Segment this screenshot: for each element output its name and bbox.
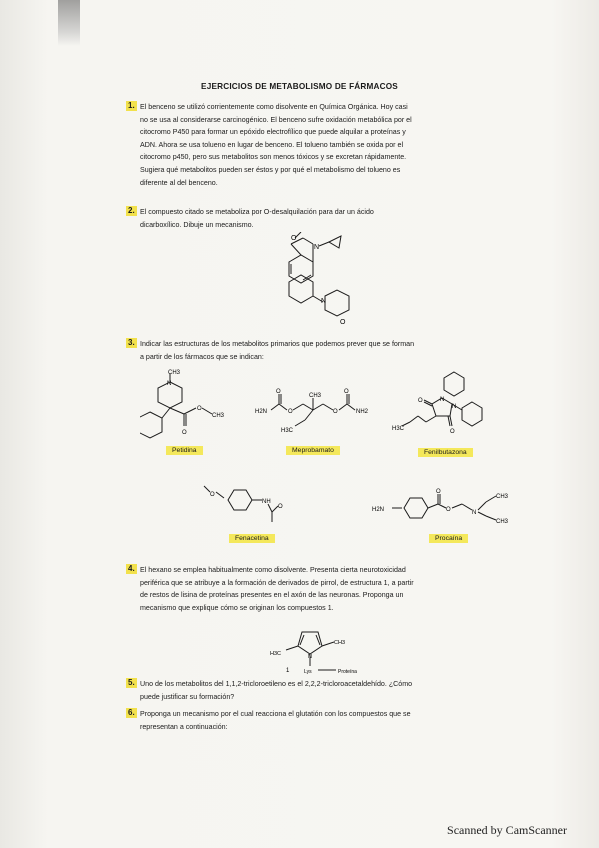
- svg-text:H3C: H3C: [270, 651, 282, 657]
- q2-structure: [255, 232, 365, 332]
- drug-label-procaina: Procaína: [429, 534, 468, 543]
- svg-text:O: O: [436, 489, 441, 495]
- svg-text:H2N: H2N: [372, 507, 385, 513]
- svg-text:N: N: [167, 381, 172, 387]
- question-text: El hexano se emplea habitualmente como disolvente. Presenta cierta neurotoxicidad periférica que se atribuye a la formación de derivados de pirrol, de estructura 1, a partir de restos de lisina de proteínas presentes en el axón de las neuronas. Proponga un mecanismo que explique cómo se originan los compuestos 1.: [140, 566, 414, 612]
- question-number: 2.: [128, 206, 135, 215]
- fenacetina-structure: [196, 478, 306, 528]
- scan-edge-shadow: [58, 0, 80, 46]
- question-text: Proponga un mecanismo por el cual reacciona el glutatión con los compuestos que se representan a continuación:: [140, 710, 411, 731]
- question-number: 5.: [128, 678, 135, 687]
- pyrrole-structure-1: [262, 622, 372, 680]
- svg-text:O: O: [450, 429, 455, 435]
- svg-text:O: O: [210, 492, 215, 498]
- svg-text:CH3: CH3: [496, 494, 509, 500]
- svg-text:O: O: [288, 409, 293, 415]
- svg-text:O: O: [197, 406, 202, 412]
- svg-text:Lys: Lys: [304, 669, 312, 675]
- question-number: 3.: [128, 338, 135, 347]
- drug-label-petidina: Petidina: [166, 446, 203, 455]
- svg-text:CH3: CH3: [309, 393, 322, 399]
- question-text: El benceno se utilizó corrientemente como disolvente en Química Orgánica. Hoy casi no se usa al considerarse carcinogénico. El benceno sufre oxidación metabólica por el citocromo P450 para formar un epóxido electrofílico que puede alquilar a proteínas y ADN. Ahora se usa tolueno en lugar de benceno. El tolueno también se oxida por el citocromo p450, pero sus metabolitos son menos tóxicos y se excretan rápidamente. Sugiera qué metabolitos pueden ser éstos y por qué el metabolismo del tolueno es diferente al del benceno.: [140, 103, 412, 187]
- question-text: El compuesto citado se metaboliza por O-desalquilación para dar un ácido dicarboxílico. Dibuje un mecanismo.: [140, 208, 374, 229]
- svg-text:NH2: NH2: [356, 409, 369, 415]
- svg-text:O: O: [340, 319, 346, 326]
- scanner-watermark: Scanned by CamScanner: [447, 823, 567, 837]
- svg-text:NH: NH: [262, 499, 271, 505]
- drug-label-fenilbutazona: Fenilbutazona: [418, 448, 473, 457]
- svg-text:H3C: H3C: [281, 428, 294, 434]
- svg-text:N: N: [308, 654, 312, 660]
- svg-text:O: O: [291, 235, 297, 242]
- meprobamato-structure: [255, 380, 385, 445]
- svg-text:N: N: [314, 244, 320, 251]
- svg-text:CH3: CH3: [212, 413, 225, 419]
- petidina-structure: [140, 368, 230, 448]
- svg-text:CH3: CH3: [168, 370, 181, 376]
- svg-text:O: O: [333, 409, 338, 415]
- svg-text:H2N: H2N: [255, 409, 268, 415]
- svg-text:N: N: [452, 404, 457, 410]
- svg-text:N: N: [440, 397, 445, 403]
- svg-text:O: O: [344, 389, 349, 395]
- question-text: Indicar las estructuras de los metabolitos primarios que podemos prever que se forman a partir de los fármacos que se indican:: [140, 340, 415, 361]
- svg-text:O: O: [182, 430, 187, 436]
- question-number: 4.: [128, 564, 135, 573]
- svg-text:Proteína: Proteína: [338, 669, 357, 675]
- svg-text:O: O: [278, 504, 283, 510]
- question-number: 6.: [128, 708, 135, 717]
- svg-text:1: 1: [286, 668, 290, 674]
- svg-text:CH3: CH3: [496, 519, 509, 525]
- svg-text:N: N: [321, 298, 327, 305]
- procaina-structure: [372, 486, 522, 526]
- drug-label-meprobamato: Meprobamato: [286, 446, 340, 455]
- svg-text:CH3: CH3: [334, 640, 346, 646]
- fenilbutazona-structure: [392, 366, 502, 446]
- svg-text:O: O: [446, 507, 451, 513]
- svg-text:N: N: [472, 510, 477, 516]
- svg-text:O: O: [276, 389, 281, 395]
- drug-label-fenacetina: Fenacetina: [229, 534, 275, 543]
- svg-text:H3C: H3C: [392, 426, 405, 432]
- question-text: Uno de los metabolitos del 1,1,2-tricloroetileno es el 2,2,2-tricloroacetaldehído. ¿Cómo puede justificar su formación?: [140, 680, 413, 701]
- question-number: 1.: [128, 101, 135, 110]
- svg-text:O: O: [418, 398, 423, 404]
- document-title: EJERCICIOS DE METABOLISMO DE FÁRMACOS: [201, 82, 398, 91]
